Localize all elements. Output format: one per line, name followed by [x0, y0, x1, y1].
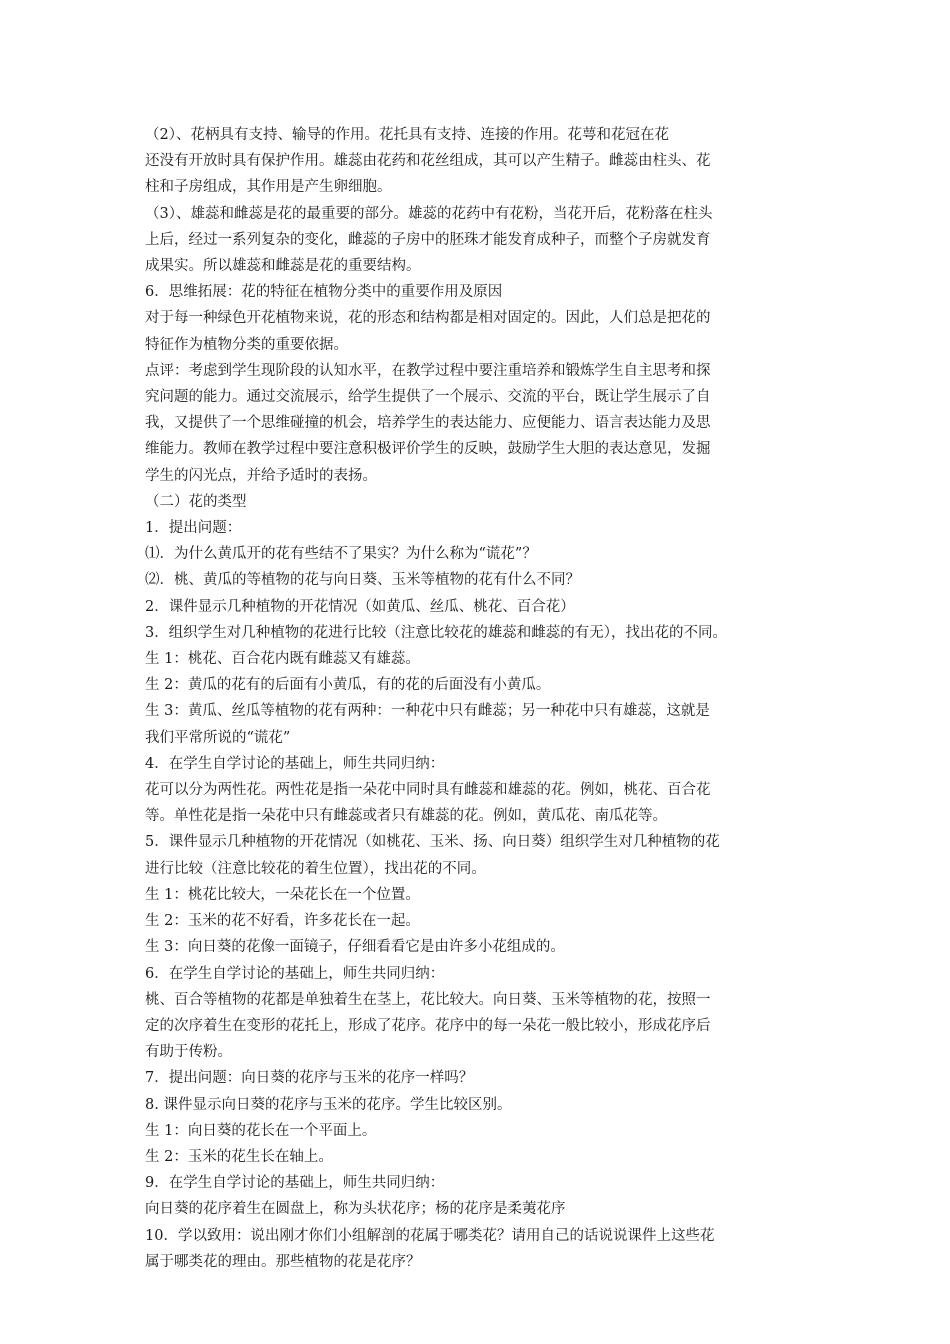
text-line: 生 1：桃花、百合花内既有雌蕊又有雄蕊。: [145, 651, 420, 668]
text-line: 还没有开放时具有保护作用。雄蕊由花药和花丝组成，其可以产生精子。雌蕊由柱头、花: [145, 153, 711, 170]
text-line: 花可以分为两性花。两性花是指一朵花中同时具有雌蕊和雄蕊的花。例如，桃花、百合花: [145, 782, 711, 799]
text-line: 生 2：玉米的花生长在轴上。: [145, 1148, 333, 1165]
text-line: 学生的闪光点，并给予适时的表扬。: [145, 467, 377, 484]
text-line: 柱和子房组成，其作用是产生卵细胞。: [145, 179, 392, 196]
text-line: （2）、花柄具有支持、输导的作用。花托具有支持、连接的作用。花萼和花冠在花: [145, 127, 669, 143]
text-line: 我，又提供了一个思维碰撞的机会，培养学生的表达能力、应便能力、语言表达能力及思: [145, 415, 711, 432]
text-line: 生 3：向日葵的花像一面镜子，仔细看看它是由许多小花组成的。: [145, 939, 565, 956]
text-line: ⑴．为什么黄瓜开的花有些结不了果实？为什么称为“谎花”？: [145, 546, 537, 563]
text-line: 我们平常所说的“谎花”: [145, 729, 291, 746]
section-heading: （二）花的类型: [145, 493, 247, 510]
text-line: 5．课件显示几种植物的开花情况（如桃花、玉米、扬、向日葵）组织学生对几种植物的花: [145, 834, 720, 851]
text-line: 2．课件显示几种植物的开花情况（如黄瓜、丝瓜、桃花、百合花）: [145, 598, 575, 615]
text-line: 等。单性花是指一朵花中只有雌蕊或者只有雄蕊的花。例如，黄瓜花、南瓜花等。: [145, 808, 667, 825]
text-line: 生 3：黄瓜、丝瓜等植物的花有两种：一种花中只有雌蕊；另一种花中只有雄蕊，这就是: [145, 703, 710, 720]
text-line: 定的次序着生在变形的花托上，形成了花序。花序中的每一朵花一般比较小，形成花序后: [145, 1017, 711, 1034]
text-line: 有助于传粉。: [145, 1044, 232, 1061]
text-line: （3）、雄蕊和雌蕊是花的最重要的部分。雄蕊的花药中有花粉，当花开后，花粉落在柱头: [145, 205, 713, 222]
text-line: 7．提出问题：向日葵的花序与玉米的花序一样吗？: [145, 1070, 474, 1087]
text-line: 10．学以致用：说出刚才你们小组解剖的花属于哪类花？请用自己的话说说课件上这些花: [145, 1227, 715, 1244]
text-line: 特征作为植物分类的重要依据。: [145, 336, 348, 353]
text-line: 9．在学生自学讨论的基础上，师生共同归纳：: [145, 1175, 445, 1192]
text-line: 点评：考虑到学生现阶段的认知水平，在教学过程中要注重培养和锻炼学生自主思考和探: [145, 362, 711, 379]
text-line: 生 2：玉米的花不好看，许多花长在一起。: [145, 913, 420, 930]
text-line: 生 2：黄瓜的花有的后面有小黄瓜，有的花的后面没有小黄瓜。: [145, 677, 551, 694]
text-line: 桃、百合等植物的花都是单独着生在茎上，花比较大。向日葵、玉米等植物的花，按照一: [145, 991, 711, 1008]
text-line: 究问题的能力。通过交流展示，给学生提供了一个展示、交流的平台，既让学生展示了自: [145, 389, 711, 406]
text-line: 属于哪类花的理由。那些植物的花是花序？: [145, 1253, 421, 1270]
document-body: [145, 122, 825, 1275]
text-line: 1．提出问题：: [145, 520, 242, 537]
text-line: 对于每一种绿色开花植物来说，花的形态和结构都是相对固定的。因此，人们总是把花的: [145, 310, 711, 327]
text-line: 向日葵的花序着生在圆盘上，称为头状花序；杨的花序是柔荑花序: [145, 1201, 566, 1218]
text-line: 6．在学生自学讨论的基础上，师生共同归纳：: [145, 965, 445, 982]
text-line: 成果实。所以雄蕊和雌蕊是花的重要结构。: [145, 258, 421, 275]
text-line: 8. 课件显示向日葵的花序与玉米的花序。学生比较区别。: [145, 1096, 512, 1113]
text-line: 3．组织学生对几种植物的花进行比较（注意比较花的雄蕊和雌蕊的有无），找出花的不同。: [145, 624, 727, 641]
text-line: 上后，经过一系列复杂的变化，雌蕊的子房中的胚珠才能发育成种子，而整个子房就发育: [145, 231, 711, 248]
section-heading: 6．思维拓展：花的特征在植物分类中的重要作用及原因: [145, 284, 503, 301]
text-line: 生 1：桃花比较大，一朵花长在一个位置。: [145, 886, 420, 903]
text-line: 维能力。教师在教学过程中要注意积极评价学生的反映，鼓励学生大胆的表达意见，发掘: [145, 441, 711, 458]
text-line: 4．在学生自学讨论的基础上，师生共同归纳：: [145, 755, 445, 772]
text-line: ⑵．桃、黄瓜的等植物的花与向日葵、玉米等植物的花有什么不同？: [145, 572, 580, 589]
text-line: 进行比较（注意比较花的着生位置），找出花的不同。: [145, 860, 486, 877]
text-line: 生 1：向日葵的花长在一个平面上。: [145, 1122, 377, 1139]
